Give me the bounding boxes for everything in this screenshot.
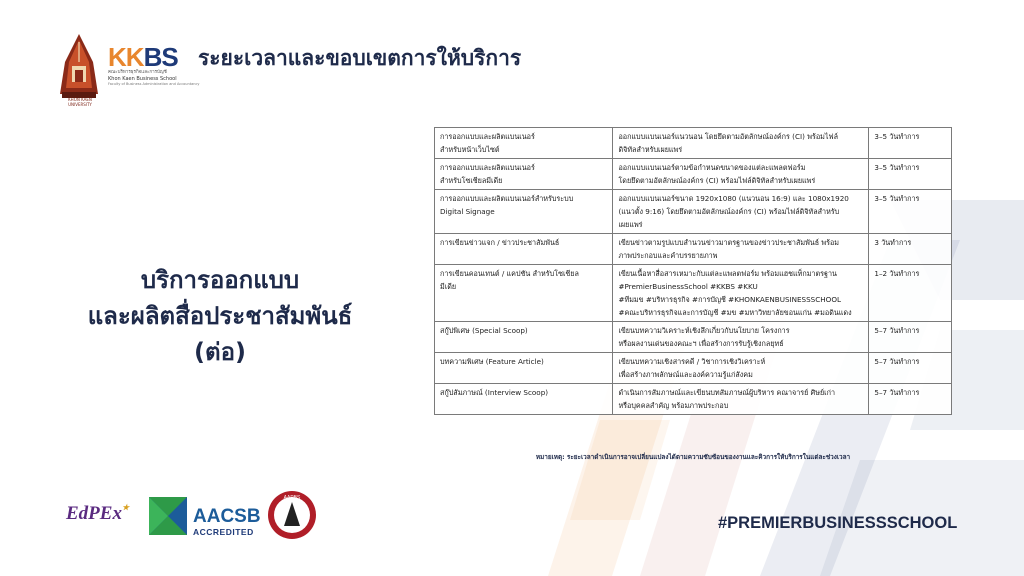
service-description-cell — [613, 384, 869, 415]
service-description-cell — [613, 265, 869, 322]
service-duration-cell: 1–2 วันทำการ — [869, 265, 952, 322]
service-description-line: #คณะบริหารธุรกิจและการบัญชี #มข #มหาวิทยาลัยขอนแก่น #มอดินแดง — [618, 308, 852, 317]
service-description-line: ออกแบบแบนเนอร์แนวนอน โดยยึดตามอัตลักษณ์องค์กร (CI) พร้อมไฟล์ — [618, 132, 838, 141]
service-description-line: เขียนข่าวตามรูปแบบสำนวนข่าวมาตรฐานของข่าวประชาสัมพันธ์ พร้อม — [618, 238, 840, 247]
kku-seal-logo — [58, 32, 100, 100]
service-description-line: ออกแบบแบนเนอร์ขนาด 1920x1080 (แนวนอน 16:9) และ 1080x1920 — [618, 194, 849, 203]
service-name-cell — [435, 322, 613, 353]
service-description-line: ภาพประกอบและคำบรรยายภาพ — [618, 251, 718, 260]
service-duration-cell: 3–5 วันทำการ — [869, 190, 952, 234]
table-row — [435, 353, 952, 384]
section-heading-line: บริการออกแบบ — [140, 266, 300, 294]
service-name-cell — [435, 384, 613, 415]
service-name-cell — [435, 353, 613, 384]
table-row — [435, 322, 952, 353]
edpex-logo: EdPEx★ — [66, 503, 130, 524]
seal-caption: KHON KAEN UNIVERSITY — [68, 97, 92, 107]
service-name-line: การเขียนข่าวแจก / ข่าวประชาสัมพันธ์ — [440, 238, 560, 247]
service-description-line: เขียนบทความเชิงสารคดี / วิชาการเชิงวิเคราะห์ — [618, 357, 766, 366]
service-name-line: การเขียนคอนเทนต์ / แคปชัน สำหรับโซเชียล — [440, 269, 579, 278]
table-row — [435, 190, 952, 234]
service-description-cell — [613, 234, 869, 265]
service-name-cell — [435, 234, 613, 265]
service-description-line: #ทีมมข #บริหารธุรกิจ #การบัญชี #KHONKAENBUSINESSSCHOOL — [618, 295, 841, 304]
service-duration-cell: 5–7 วันทำการ — [869, 353, 952, 384]
service-description-cell — [613, 190, 869, 234]
service-description-line: ออกแบบแบนเนอร์ตามข้อกำหนดขนาดของแต่ละแพลตฟอร์ม — [618, 163, 806, 172]
service-name-cell — [435, 128, 613, 159]
service-description-line: หรือบุคคลสำคัญ พร้อมภาพประกอบ — [618, 401, 729, 410]
service-description-line: เขียนเนื้อหาสื่อสารเหมาะกับแต่ละแพลตฟอร์ม พร้อมแฮชแท็กมาตรฐาน — [618, 269, 837, 278]
service-description-line: ดำเนินการสัมภาษณ์และเขียนบทสัมภาษณ์ผู้บริหาร คณาจารย์ ศิษย์เก่า — [618, 388, 835, 397]
service-duration-cell: 5–7 วันทำการ — [869, 322, 952, 353]
service-description-line: เขียนบทความวิเคราะห์เชิงลึกเกี่ยวกับนโยบาย โครงการ — [618, 326, 790, 335]
service-description-line: โดยยึดตามอัตลักษณ์องค์กร (CI) พร้อมไฟล์ดิจิทัลสำหรับเผยแพร่ — [618, 176, 816, 185]
service-description-line: (แนวตั้ง 9:16) โดยยึดตามอัตลักษณ์องค์กร (CI) พร้อมไฟล์ดิจิทัลสำหรับ — [618, 207, 840, 216]
section-heading-line: (ต่อ) — [194, 338, 246, 366]
kkbs-thai-name: คณะบริหารธุรกิจและการบัญชี — [108, 70, 167, 75]
timeline-note: หมายเหตุ: ระยะเวลาดำเนินการอาจเปลี่ยนแปลงได้ตามความซับซ้อนของงานและคิวการให้บริการในแต่ละช่วงเวลา — [535, 453, 851, 461]
service-duration-cell: 3–5 วันทำการ — [869, 128, 952, 159]
table-row — [435, 159, 952, 190]
service-description-line: เผยแพร่ — [618, 220, 643, 229]
service-name-line: สกู๊ปพิเศษ (Special Scoop) — [440, 326, 528, 335]
aacsb-accredited-logo — [149, 497, 261, 539]
table-row — [435, 234, 952, 265]
kkbs-english-name: Khon Kaen Business School — [108, 76, 177, 82]
page-title: ระยะเวลาและขอบเขตการให้บริการ — [198, 46, 522, 70]
section-heading-line: และผลิตสื่อประชาสัมพันธ์ — [87, 302, 353, 330]
aapbs-label: AAPBS — [283, 495, 301, 501]
service-name-line: สำหรับโซเชียลมีเดีย — [440, 176, 503, 185]
aapbs-seal-logo — [267, 490, 317, 540]
service-description-cell — [613, 322, 869, 353]
aacsb-mark-icon — [149, 497, 187, 535]
service-duration-cell: 5–7 วันทำการ — [869, 384, 952, 415]
service-description-cell — [613, 159, 869, 190]
aacsb-subtitle: ACCREDITED — [193, 527, 254, 537]
service-name-line: การออกแบบและผลิตแบนเนอร์ — [440, 132, 535, 141]
kkbs-wordmark: KKBS — [108, 42, 178, 72]
footer-hashtag: #PREMIERBUSINESSSCHOOL — [718, 514, 958, 532]
service-duration-cell: 3 วันทำการ — [869, 234, 952, 265]
service-description-cell — [613, 128, 869, 159]
services-table — [434, 127, 952, 415]
aacsb-title: AACSB — [193, 506, 261, 527]
service-name-line: Digital Signage — [440, 207, 495, 216]
service-name-line: การออกแบบและผลิตแบนเนอร์ — [440, 163, 535, 172]
kkbs-faculty-name: Faculty of Business Administration and Accountancy — [108, 82, 200, 86]
service-description-line: ดิจิทัลสำหรับเผยแพร่ — [618, 145, 683, 154]
kkbs-logo — [108, 42, 200, 87]
service-duration-cell: 3–5 วันทำการ — [869, 159, 952, 190]
table-row — [435, 384, 952, 415]
table-row — [435, 128, 952, 159]
service-name-cell — [435, 265, 613, 322]
service-name-line: สำหรับหน้าเว็บไซต์ — [440, 145, 500, 154]
service-name-line: สกู๊ปสัมภาษณ์ (Interview Scoop) — [440, 388, 549, 397]
service-description-line: เพื่อสร้างภาพลักษณ์และองค์ความรู้แก่สังคม — [618, 370, 753, 379]
service-name-line: มีเดีย — [440, 282, 457, 291]
service-name-line: บทความพิเศษ (Feature Article) — [440, 357, 544, 366]
service-name-line: การออกแบบและผลิตแบนเนอร์สำหรับระบบ — [440, 194, 574, 203]
table-row — [435, 265, 952, 322]
service-description-line: หรือผลงานเด่นของคณะฯ เพื่อสร้างการรับรู้เชิงกลยุทธ์ — [618, 339, 784, 348]
service-name-cell — [435, 190, 613, 234]
section-heading — [70, 262, 370, 370]
service-description-line: #PremierBusinessSchool #KKBS #KKU — [618, 282, 758, 291]
service-name-cell — [435, 159, 613, 190]
service-description-cell — [613, 353, 869, 384]
